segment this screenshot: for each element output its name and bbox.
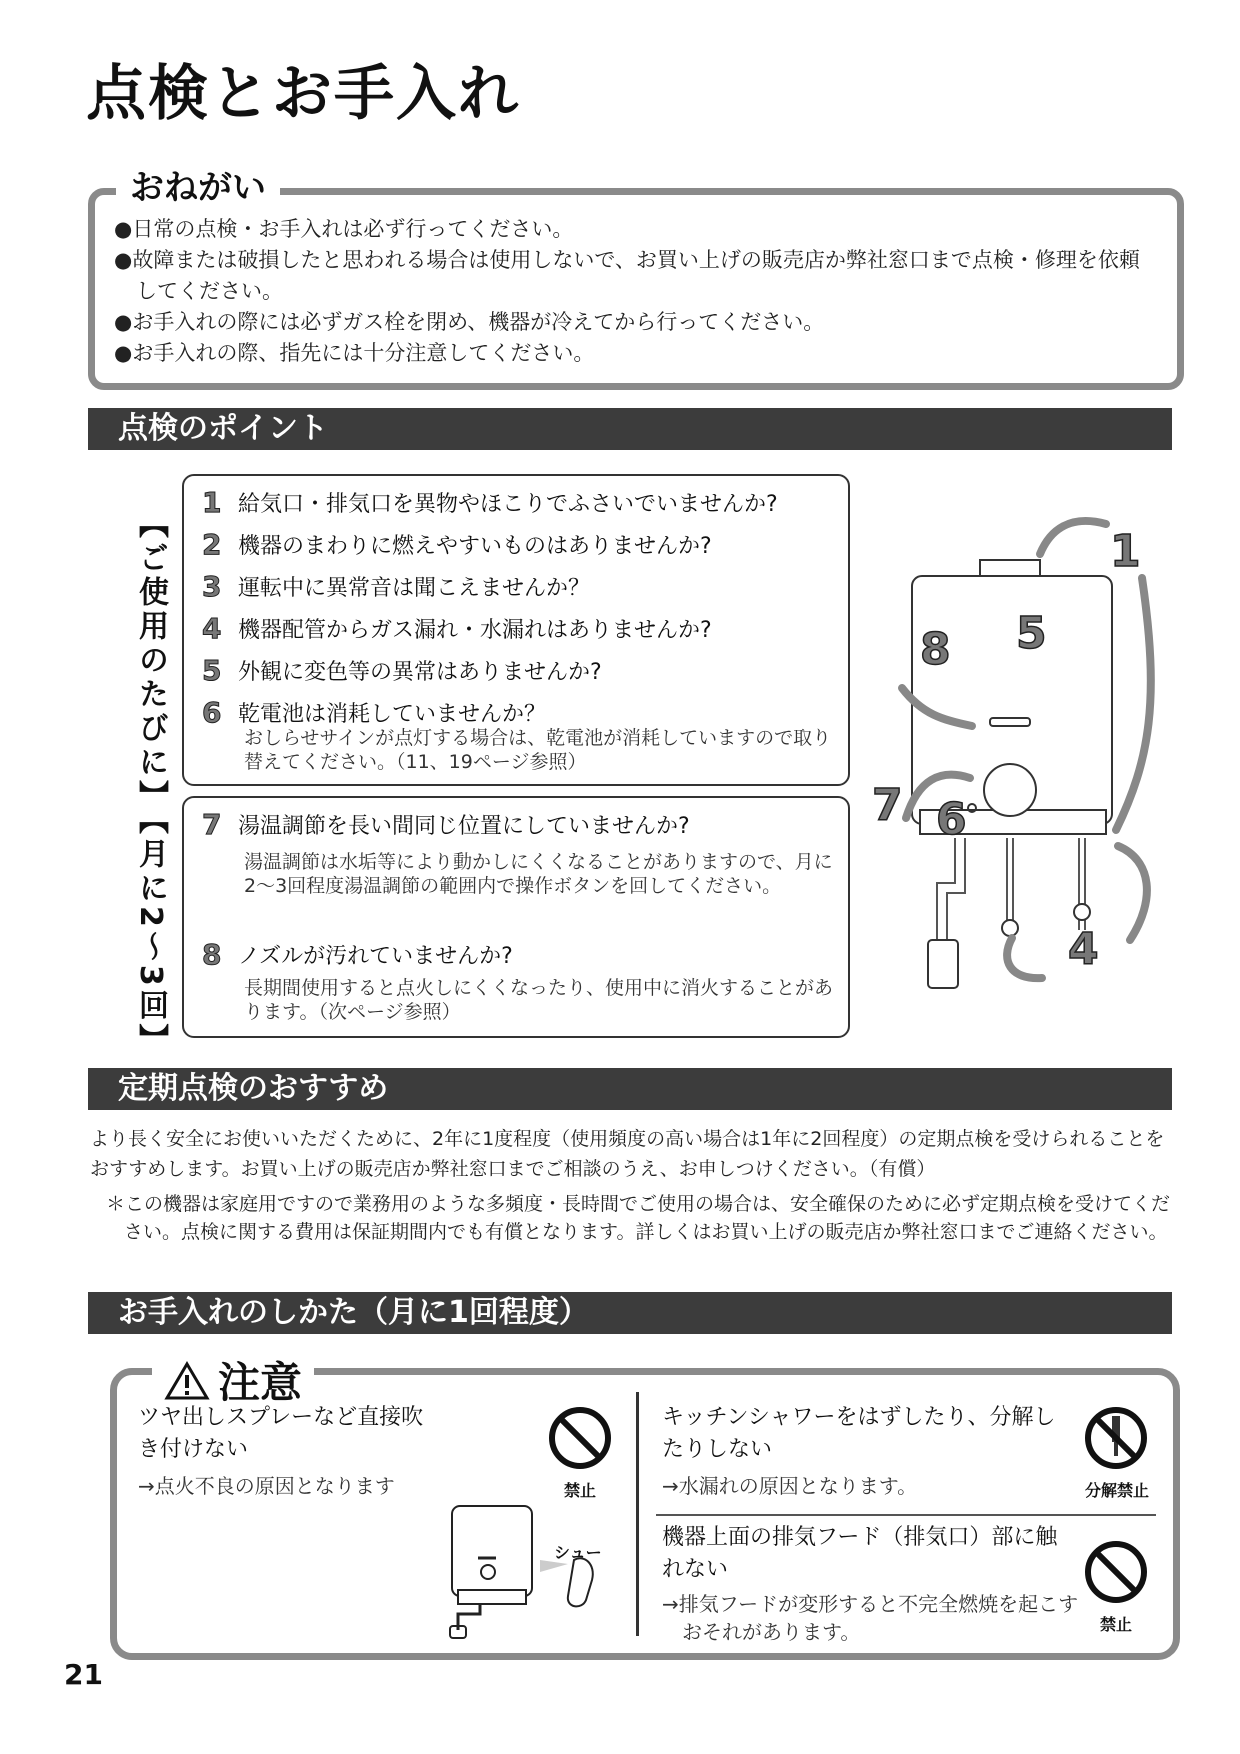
item-number: 8 [202,938,222,971]
every-use-box [182,474,850,786]
diagram-number-6: 6 [936,794,967,845]
item-number: 6 [202,696,222,729]
arrow-4b [1007,938,1042,978]
page-number: 21 [64,1658,103,1691]
prohibit-icon [546,1404,614,1472]
arrow-1b [1116,578,1151,830]
item-number: 2 [202,528,222,561]
monthly-box [182,796,850,1038]
onegai-item: ●日常の点検・お手入れは必ず行ってください。 [114,217,574,241]
item-7-desc: 湯温調節は水垢等により動かしにくくなることがありますので、月に2～3回程度湯温調節の範囲内で操作ボタンを回してください。 [244,851,833,897]
item-number: 1 [202,486,222,519]
item-number: 5 [202,654,222,687]
prohibit-icon [1082,1538,1150,1606]
sign-lamp [990,718,1030,726]
spray-sound: シュー [554,1543,602,1562]
diagram-number-4: 4 [1068,924,1099,975]
check-item-3 [202,570,590,603]
caution-divider [636,1392,639,1636]
item-8-desc: 長期間使用すると点火しにくくなったり、使用中に消火することがあります。（次ページ参照） [244,977,834,1023]
spray-illustration [440,1500,620,1640]
spray-title: ツヤ出しスプレーなど直接吹き付けない [138,1405,424,1462]
periodic-heading: 定期点検のおすすめ [88,1068,1172,1110]
diagram-number-5: 5 [1016,608,1047,659]
item-number: 3 [202,570,222,603]
check-item-4 [202,612,712,645]
item-number: 7 [202,808,222,841]
check-item-7 [202,808,690,841]
check-item-8 [202,938,513,971]
check-item-2 [202,528,712,561]
check-item-5 [202,654,602,687]
check-item-1 [202,486,778,519]
onegai-item: ●お手入れの際には必ずガス栓を閉め、機器が冷えてから行ってください。 [114,310,825,334]
monthly-label: 【月に2～3回】 [133,804,168,1058]
periodic-body: より長く安全にお使いいただくために、2年に1度程度（使用頻度の高い場合は1年に2回程度）の定期点検を受けられることをおすすめします。お買い上げの販売店か弊社窓口までご相談のうえ、お申しつけください。（有償） [90,1128,1165,1180]
item-title: 機器のまわりに燃えやすいものはありませんか? [238,534,712,559]
onegai-list [114,214,1154,369]
item-6-desc: おしらせサインが点灯する場合は、乾電池が消耗していますので取り替えてください。（11、19ページ参照） [244,727,832,773]
water-heater-diagram [860,500,1190,1020]
hood-desc: →排気フードが変形すると不完全燃焼を起こすおそれがあります。 [662,1592,1079,1644]
item-title: 湯温調節を長い間同じ位置にしていませんか? [238,814,690,839]
page-title: 点検とお手入れ [86,59,520,129]
caution-title: 注意 [218,1358,303,1407]
arrow-1a [1040,521,1106,554]
item-title: ノズルが汚れていませんか? [238,944,513,969]
every-use-label: 【ご使用のたびに】 [133,508,168,814]
item-title: 乾電池は消耗していませんか？ [238,702,547,727]
caution-divider-h [656,1514,1156,1516]
no-disassembly-icon [1082,1404,1150,1472]
item-title: 機器配管からガス漏れ・水漏れはありませんか? [238,618,712,643]
inspection-heading: 点検のポイント [88,408,1172,450]
prohibit-caption: 禁止 [1099,1615,1132,1634]
diagram-number-7: 7 [872,780,903,831]
onegai-heading: おねがい [116,160,280,209]
item-title: 給気口・排気口を異物やほこりでふさいでいませんか? [238,492,778,517]
spray-desc: →点火不良の原因となります [138,1474,395,1498]
onegai-item: ●故障または破損したと思われる場合は使用しないで、お買い上げの販売店か弊社窓口まで点検・修理を依頼してください。 [114,248,1140,303]
arrow-4a [1118,846,1147,940]
no-disassembly-caption: 分解禁止 [1084,1481,1149,1500]
prohibit-caption: 禁止 [563,1481,596,1500]
item-title: 外観に変色等の異常はありませんか? [238,660,602,685]
check-item-6 [202,696,546,729]
dial [984,764,1036,816]
hood-title: 機器上面の排気フード（排気口）部に触れない [662,1525,1058,1582]
nozzle [928,940,958,988]
item-title: 運転中に異常音は聞こえませんか？ [238,576,591,601]
diagram-number-1: 1 [1110,526,1141,577]
shower-desc: →水漏れの原因となります。 [662,1474,918,1498]
item-number: 4 [202,612,222,645]
periodic-note: ＊この機器は家庭用ですので業務用のような多頻度・長時間でご使用の場合は、安全確保のために必ず定期点検を受けてください。点検に関する費用は保証期間内でも有償となります。詳しくはお買い上げの販売店か弊社窓口までご連絡ください。 [106,1193,1171,1243]
care-heading: お手入れのしかた（月に1回程度） [88,1292,1172,1334]
diagram-number-8: 8 [920,624,951,675]
onegai-item: ●お手入れの際、指先には十分注意してください。 [114,341,595,365]
shower-title: キッチンシャワーをはずしたり、分解したりしない [662,1405,1056,1462]
